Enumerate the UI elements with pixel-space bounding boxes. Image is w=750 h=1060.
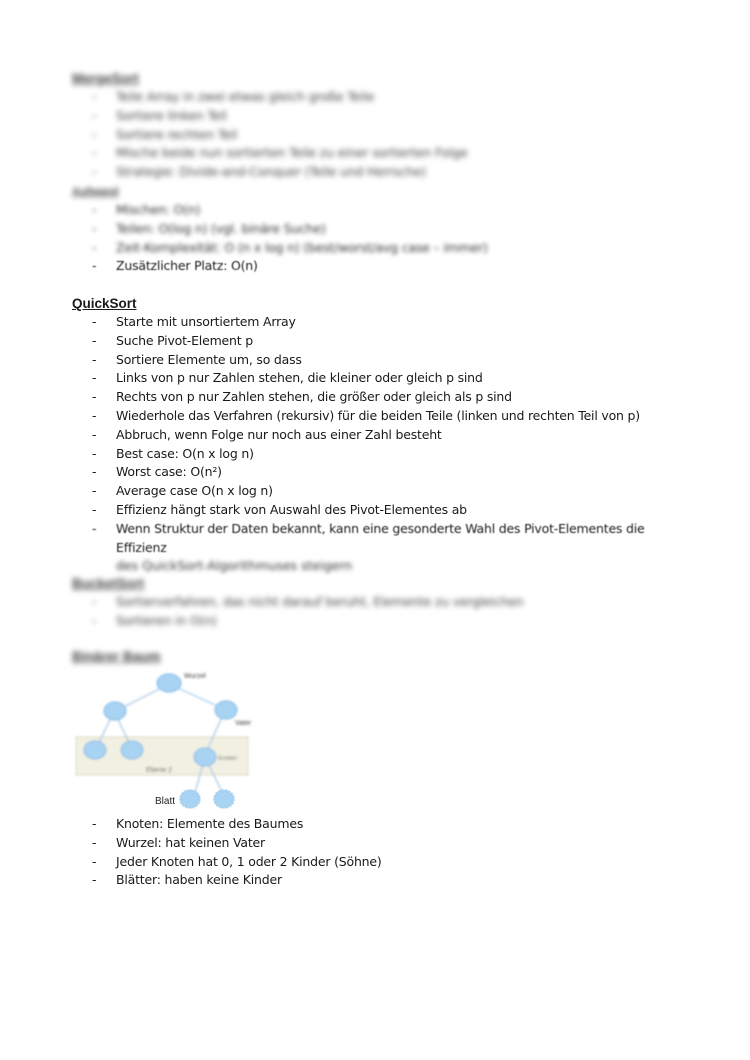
aufwand-list xyxy=(72,201,692,276)
list-item: - Mische beide nun sortierten Teile zu einer sortierten Folge xyxy=(72,144,692,163)
list-item: - Best case: O(n x log n) xyxy=(72,445,692,464)
mergesort-section xyxy=(72,70,692,182)
baum-section-heading xyxy=(72,648,692,666)
list-item: - Jeder Knoten hat 0, 1 oder 2 Kinder (Söhne) xyxy=(72,853,692,872)
list-item: - Effizienz hängt stark von Auswahl des Pivot-Elementes ab xyxy=(72,501,692,520)
ebene-label: Ebene 2 xyxy=(146,767,173,774)
bucketsort-section xyxy=(72,575,692,631)
list-item: - Knoten: Elemente des Baumes xyxy=(72,815,692,834)
bucketsort-heading: BucketSort xyxy=(72,576,145,591)
tree-node xyxy=(104,702,126,720)
list-item: - Teilen: O(log n) (vgl. binäre Suche) xyxy=(72,220,692,239)
blatt-label: Blatt xyxy=(155,796,176,807)
tree-node xyxy=(194,748,216,766)
vater-label: Vater xyxy=(235,720,252,727)
tree-node xyxy=(215,701,237,719)
list-item: - Abbruch, wenn Folge nur noch aus einer Zahl besteht xyxy=(72,426,692,445)
root-node xyxy=(157,674,181,692)
list-item: - Suche Pivot-Element p xyxy=(72,332,692,351)
list-item: - Wenn Struktur der Daten bekannt, kann eine gesonderte Wahl des Pivot-Elementes die Effizienz xyxy=(72,520,692,558)
list-item: - Starte mit unsortiertem Array xyxy=(72,313,692,332)
mergesort-list xyxy=(72,88,692,182)
list-item: - Links von p nur Zahlen stehen, die kleiner oder gleich p sind xyxy=(72,369,692,388)
baum-list xyxy=(72,815,692,890)
knoten-label: Knoten xyxy=(218,756,238,762)
list-item: - Strategie: Divide-and-Conquer (Teile und Herrsche) xyxy=(72,163,692,182)
list-item: - Wurzel: hat keinen Vater xyxy=(72,834,692,853)
tree-node xyxy=(121,741,143,759)
list-item: - Mischen: O(n) xyxy=(72,201,692,220)
list-item: - Blätter: haben keine Kinder xyxy=(72,871,692,890)
aufwand-heading: Aufwand xyxy=(72,186,119,198)
wurzel-label: Wurzel xyxy=(184,673,206,680)
quicksort-heading: QuickSort xyxy=(72,296,137,311)
binary-tree-diagram xyxy=(72,665,272,815)
baum-heading: Binärer Baum xyxy=(72,649,161,664)
list-item: - Worst case: O(n²) xyxy=(72,463,692,482)
list-item: - Sortiere Elemente um, so dass xyxy=(72,351,692,370)
list-item: - Average case O(n x log n) xyxy=(72,482,692,501)
list-item: - Rechts von p nur Zahlen stehen, die größer oder gleich als p sind xyxy=(72,388,692,407)
aufwand-section xyxy=(72,183,692,276)
bucketsort-list xyxy=(72,593,692,631)
list-item: - Sortierverfahren, das nicht darauf beruht, Elemente zu vergleichen xyxy=(72,593,692,612)
list-item: - Wiederhole das Verfahren (rekursiv) für die beiden Teile (linken und rechten Teil von p) xyxy=(72,407,692,426)
list-item: - Zeit-Komplexität: O (n x log n) (best/worst/avg case – immer) xyxy=(72,239,692,258)
leaf-node xyxy=(180,790,200,808)
list-item: - Teile Array in zwei etwas gleich große Teile xyxy=(72,88,692,107)
list-item-continuation: des QuickSort-Algorithmuses steigern xyxy=(116,558,353,574)
baum-section xyxy=(72,815,692,890)
mergesort-heading: MergeSort xyxy=(72,71,139,86)
quicksort-list xyxy=(72,313,692,557)
list-item: - Sortieren in O(n) xyxy=(72,612,692,631)
list-item: - Zusätzlicher Platz: O(n) xyxy=(72,257,692,276)
list-item: - Sortiere rechten Teil xyxy=(72,126,692,145)
binary-tree-svg xyxy=(72,665,272,815)
leaf-node xyxy=(214,790,234,808)
tree-node xyxy=(84,741,106,759)
quicksort-section xyxy=(72,295,692,576)
list-item: - Sortiere linken Teil xyxy=(72,107,692,126)
